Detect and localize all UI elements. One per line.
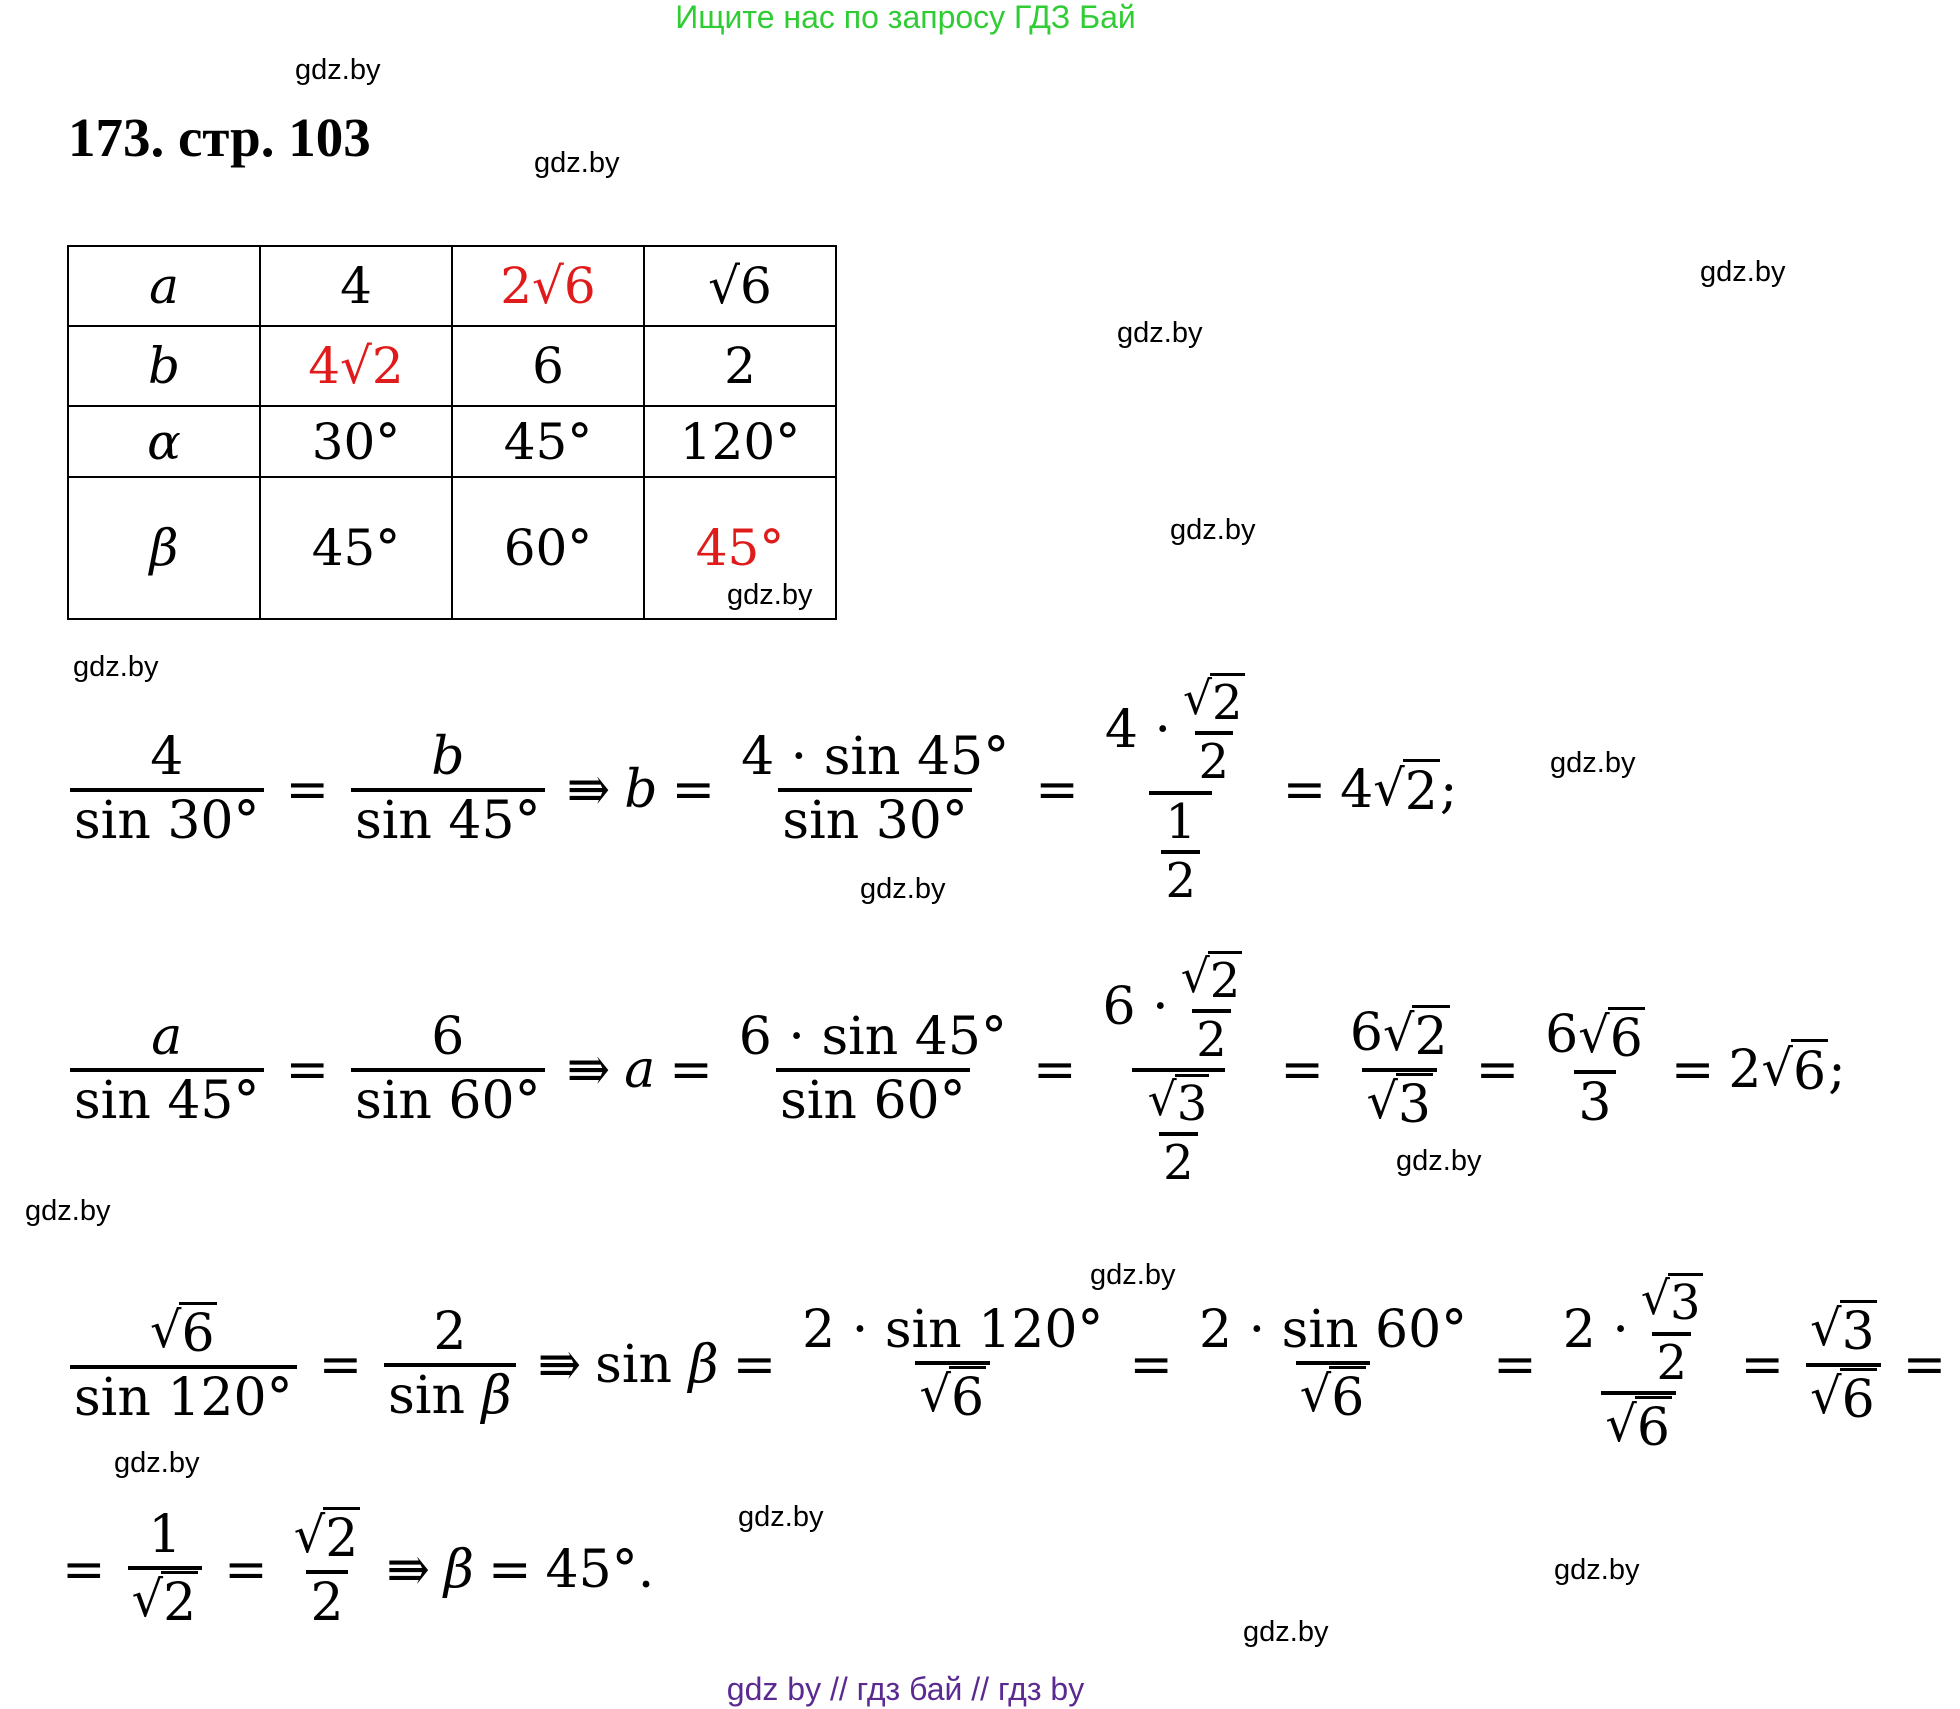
implies-symbol: ⇛ [566, 1040, 611, 1100]
punctuation: ; [1828, 1040, 1846, 1100]
watermark: gdz.by [114, 1447, 200, 1479]
numerator: b [431, 727, 465, 788]
denominator: 2 [306, 1570, 347, 1634]
watermark: gdz.by [534, 147, 620, 179]
table-cell: 45° [260, 477, 452, 619]
fraction [351, 1008, 545, 1132]
radicand: 3 [1176, 1076, 1208, 1132]
fraction [70, 1301, 297, 1429]
numerator: √ 6 [150, 1301, 215, 1365]
result: 45°. [545, 1540, 655, 1600]
table-cell: 4 [260, 246, 452, 326]
radicand: 6 [950, 1368, 985, 1428]
equation-3: √ 6 sin 120° = $\frac{2}{\text{sin β}}$ ⇛ sin β = 2 · sin 120° √ 6 = 2 · sin 60° √ 6 = 2 · √ 3 2 √ 6 = √ 3 √ 6 = [62, 1255, 1960, 1475]
numerator: 6 √ 2 [1349, 1003, 1448, 1068]
numerator: a [151, 1007, 183, 1068]
watermark: gdz.by [1700, 256, 1786, 288]
radicand: 3 [1669, 1275, 1701, 1332]
denominator: √ 3 [1362, 1068, 1437, 1136]
numerator [1101, 671, 1261, 790]
top-banner: Ищите нас по запросу ГДЗ Бай [675, 0, 1136, 35]
denominator [1149, 791, 1212, 909]
values-table [67, 245, 837, 620]
denominator: sin 30° [778, 788, 972, 852]
table-row [68, 246, 836, 326]
numerator: 2 [433, 1302, 467, 1363]
radicand: 2 [1209, 952, 1241, 1009]
coefficient: 6 · [1102, 977, 1169, 1038]
denominator: 2 [1161, 850, 1200, 909]
watermark: gdz.by [25, 1195, 111, 1227]
denominator: √ 6 [915, 1361, 990, 1429]
denominator: 2 [1159, 1132, 1198, 1191]
table-cell: 6 [452, 326, 644, 406]
denominator: √ 2 [128, 1566, 203, 1634]
radicand: 2 [325, 1509, 359, 1570]
table-row [68, 477, 836, 619]
denominator: sin β [384, 1363, 515, 1427]
equation-2: $\frac{a}{\sin 45^\circ}$ = $\frac{6}{\sin 60^\circ}$ ⇛ a = $\frac{6 \cdot \sin 45^\circ}{\sin 60^\circ}$ = 6 · √ 2 2 √ 3 2 = 6 √ 2 √ 3 = 6 √ 6 3 = 2 √ 6 ; [62, 940, 1846, 1200]
row-label: a [68, 246, 260, 326]
numerator: 2 · sin 60° [1198, 1300, 1468, 1361]
fraction [1161, 795, 1200, 909]
fraction [384, 1303, 515, 1427]
radicand: 6 [1609, 1009, 1643, 1070]
denominator: √ 6 [1601, 1391, 1676, 1459]
watermark: gdz.by [1550, 747, 1636, 779]
numerator: 4 · sin 45° [741, 727, 1010, 788]
watermark: gdz.by [1243, 1616, 1329, 1648]
implies-symbol: ⇛ [566, 760, 611, 820]
numerator: 1 [148, 1505, 182, 1566]
denominator: sin 45° [351, 788, 545, 852]
row-label: β [68, 477, 260, 619]
numerator [1559, 1271, 1719, 1390]
watermark: gdz.by [1396, 1145, 1482, 1177]
coefficient: 2 [1728, 1040, 1762, 1100]
radicand: 2 [163, 1573, 197, 1633]
fraction [737, 728, 1013, 852]
fraction [128, 1506, 203, 1634]
fraction [1541, 1006, 1649, 1134]
numerator [1099, 949, 1259, 1068]
fraction [798, 1301, 1107, 1429]
page-title: 173. стр. 103 [68, 107, 371, 168]
table-cell: 30° [260, 406, 452, 477]
fraction: √ 2 2 [1182, 672, 1243, 791]
table-cell-highlight: 4√2 [260, 326, 452, 406]
compound-fraction [1099, 949, 1259, 1192]
watermark: gdz.by [1170, 514, 1256, 546]
radicand: 2 [1212, 675, 1243, 732]
implies-symbol: ⇛ [537, 1335, 582, 1395]
variable: a [624, 1040, 656, 1100]
punctuation: ; [1439, 760, 1458, 820]
radicand: 6 [1636, 1397, 1670, 1458]
numerator: 2 · sin 120° [802, 1300, 1104, 1361]
fraction: √ 2 2 [1180, 949, 1241, 1068]
denominator: 2 [1192, 1009, 1231, 1068]
numerator: 1 [1165, 793, 1196, 850]
denominator: 2 [1195, 731, 1234, 790]
fraction [70, 1008, 264, 1132]
radicand: 6 [1791, 1039, 1828, 1102]
table-cell: √6 [644, 246, 836, 326]
denominator: √ 6 [1296, 1361, 1371, 1429]
table-row [68, 406, 836, 477]
watermark: gdz.by [73, 651, 159, 683]
compound-fraction [1101, 671, 1261, 909]
fraction: √ 3 2 [1147, 1073, 1208, 1192]
watermark: gdz.by [1090, 1259, 1176, 1291]
equation-4: = 1 √ 2 = √ 2 2 ⇛ β = 45°. [62, 1505, 655, 1633]
radicand: 6 [1331, 1368, 1365, 1428]
radicand: 6 [181, 1304, 215, 1365]
table-cell: 2 [644, 326, 836, 406]
numerator: 6 √ 6 [1545, 1005, 1643, 1070]
table-cell: 60° [452, 477, 644, 619]
watermark: gdz.by [727, 579, 813, 611]
radicand: 2 [1403, 759, 1440, 822]
denominator: sin 60° [776, 1068, 970, 1132]
table-cell: 120° [644, 406, 836, 477]
coefficient: 2 · [1562, 1300, 1629, 1361]
radicand: 3 [1397, 1075, 1432, 1135]
denominator: 3 [1574, 1070, 1615, 1134]
coefficient: 4 [1340, 760, 1374, 820]
variable: β [443, 1540, 474, 1600]
radicand: 2 [1414, 1007, 1448, 1068]
table-cell-highlight: 45° [644, 477, 836, 619]
numerator: √ 2 [293, 1506, 359, 1570]
denominator: sin 120° [70, 1365, 297, 1429]
lhs: sin β [595, 1335, 719, 1395]
watermark: gdz.by [1554, 1554, 1640, 1586]
row-label: b [68, 326, 260, 406]
watermark: gdz.by [1117, 317, 1203, 349]
fraction [1806, 1299, 1881, 1431]
fraction [1195, 1301, 1471, 1429]
denominator: sin 60° [351, 1068, 545, 1132]
numerator: 6 · sin 45° [738, 1007, 1007, 1068]
numerator: 6 [431, 1007, 465, 1068]
table-cell: 45° [452, 406, 644, 477]
fraction [735, 1008, 1011, 1132]
watermark: gdz.by [295, 54, 381, 86]
fraction: √ 3 2 [1640, 1272, 1701, 1391]
coefficient: 4 · [1104, 699, 1171, 760]
denominator: √ 6 [1806, 1363, 1881, 1431]
radicand: 6 [1841, 1370, 1875, 1430]
footer-links: gdz by // гдз бай // гдз by [726, 1671, 1085, 1707]
fraction [1346, 1004, 1454, 1136]
numerator: √ 3 [1810, 1299, 1875, 1363]
denominator: 2 [1652, 1332, 1691, 1391]
watermark: gdz.by [860, 873, 946, 905]
denominator: sin 30° [70, 788, 264, 852]
denominator [1132, 1068, 1226, 1191]
fraction [290, 1506, 365, 1634]
denominator: sin 45° [70, 1068, 264, 1132]
equation-1: $\frac{4}{\sin 30^\circ}$ = $\frac{b}{\sin 45^\circ}$ ⇛ b = $\frac{4 \cdot \sin 45^\circ}{\sin 30^\circ}$ = 4 · √ 2 2 $\frac{1}{2}$ = 4 √ 2 ; [62, 660, 1457, 920]
compound-fraction [1559, 1271, 1719, 1458]
watermark: gdz.by [738, 1501, 824, 1533]
radicand: 3 [1841, 1302, 1875, 1363]
fraction [70, 728, 264, 852]
implies-symbol: ⇛ [386, 1540, 430, 1600]
row-label: α [68, 406, 260, 477]
table-cell-highlight: 2√6 [452, 246, 644, 326]
fraction [351, 728, 545, 852]
table-row [68, 326, 836, 406]
numerator: 4 [150, 727, 184, 788]
variable: b [624, 760, 658, 820]
